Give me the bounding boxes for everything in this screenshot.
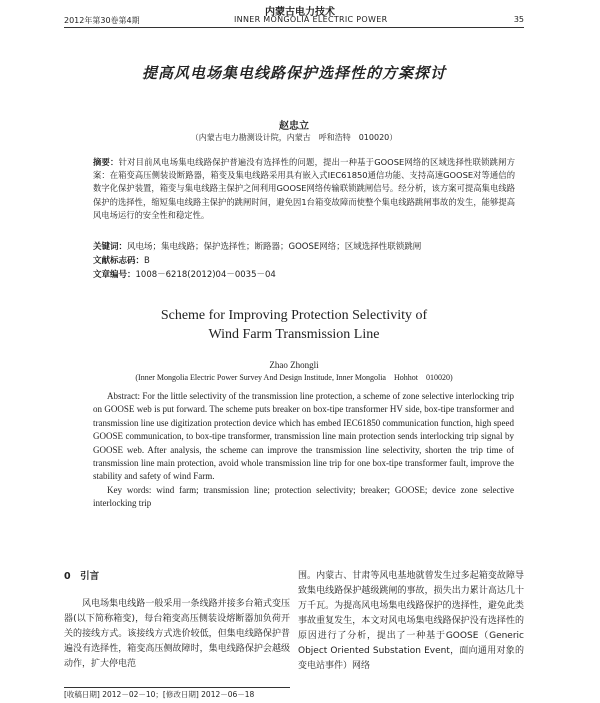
intro-continuation: 围。内蒙古、甘肃等风电基地就曾发生过多起箱变故障导致集电线路保护越级跳闸的事故，损失出力累计高达几十万千瓦。为提高风电场集电线路保护的选择性，避免此类事故重复发生，本文对风电场集电线路保护没有选择性的原因进行了分析，提出了一种基于GOOSE（Generic Object Oriented Substation Event，面向通用对象的变电站事件）网络 [298, 571, 524, 671]
document-code [93, 254, 150, 266]
author-en: Zhao Zhongli [269, 360, 319, 370]
keywords-cn [93, 240, 421, 252]
article-id-label: 文章编号： [93, 270, 136, 280]
article-number [93, 268, 276, 280]
abstract-en [93, 390, 514, 511]
author-cn: 赵忠立 [279, 121, 309, 132]
journal-name-en: INNER MONGOLIA ELECTRIC POWER [234, 15, 388, 24]
running-header [64, 15, 524, 27]
page-number: 35 [513, 15, 524, 24]
intro-paragraph: 风电场集电线路一般采用一条线路并接多台箱式变压器(以下简称箱变)，每台箱变高压侧装设熔断器加负荷开关的接线方式。该接线方式选价较低，但集电线路保护普遍没有选择性，箱变高压侧故障时，集电线路保护会越级动作，扩大停电范 [64, 599, 290, 669]
paper-title-en [64, 306, 524, 344]
footnote-rule [64, 687, 290, 688]
body-column-left [64, 569, 290, 672]
body-column-right [298, 569, 524, 674]
abstract-cn [93, 156, 515, 222]
title-en-line-2: Wind Farm Transmission Line [208, 327, 380, 342]
journal-name-cn: 内蒙古电力技术 [265, 7, 335, 18]
abstract-text-en: Abstract: For the little selectivity of the transmission line protection, a scheme of zone selective interlocking trip on GOOSE web is put forward. The scheme puts breaker on box-tipe transformer HV side, box-tipe transformer and transmission line use digitization protection device which has embed IEC61850 communication function, high speed GOOSE communication, to box-tipe transformer, transmission line main protection sends interlocking trip signal by GOOSE web. After analysis, the scheme can improve the transmission line selectivity, shorten the trip time of transmission line main protection, avoid whole transmission line trip for one box-tipe transformer fault, improve the stability and safety of wind Farm. [93, 391, 514, 482]
doc-code-value: B [144, 256, 150, 266]
article-id-value: 1008－6218(2012)04－0035－04 [135, 270, 276, 280]
affiliation-cn: （内蒙古电力勘测设计院，内蒙古 呼和浩特 010020） [190, 133, 398, 142]
issue-info: 2012年第30卷第4期 [64, 16, 140, 25]
abstract-text-cn: 针对目前风电场集电线路保护普遍没有选择性的问题，提出一种基于GOOSE网络的区域选择性联锁跳闸方案：在箱变高压侧装设断路器，箱变及集电线路采用具有嵌入式IEC61850通信功能、支持高速GOOSE对等通信的数字化保护装置，箱变与集电线路主保护之间利用GOOSE网络传输联锁跳闸信号。经分析，该方案可提高集电线路保护的选择性，缩短集电线路主保护的跳闸时间，避免因1台箱变故障而使整个集电线路跳闸事故的发生，能够提高风电场运行的安全性和稳定性。 [93, 157, 515, 220]
affiliation-en: (Inner Mongolia Electric Power Survey And Design Institude, Inner Mongolia Hohhot 010020) [135, 373, 453, 382]
keywords-en: Key words: wind farm; transmission line; protection selectivity; breaker; GOOSE; device zone selective interlocking trip [93, 484, 514, 509]
keywords-label-cn: 关键词： [93, 242, 128, 252]
received-dates: [收稿日期] 2012－02－10；[修改日期] 2012－06－18 [64, 690, 255, 699]
section-heading-introduction: 0 引言 [64, 571, 100, 582]
paper-title-cn: 提高风电场集电线路保护选择性的方案探讨 [141, 64, 446, 82]
header-rule [64, 27, 524, 28]
abstract-label-cn: 摘要： [93, 157, 119, 167]
keywords-text-cn: 风电场；集电线路；保护选择性；断路器；GOOSE网络；区域选择性联锁跳闸 [127, 242, 422, 252]
doc-code-label: 文献标志码： [93, 256, 145, 266]
title-en-line-1: Scheme for Improving Protection Selectivity of [160, 308, 428, 323]
